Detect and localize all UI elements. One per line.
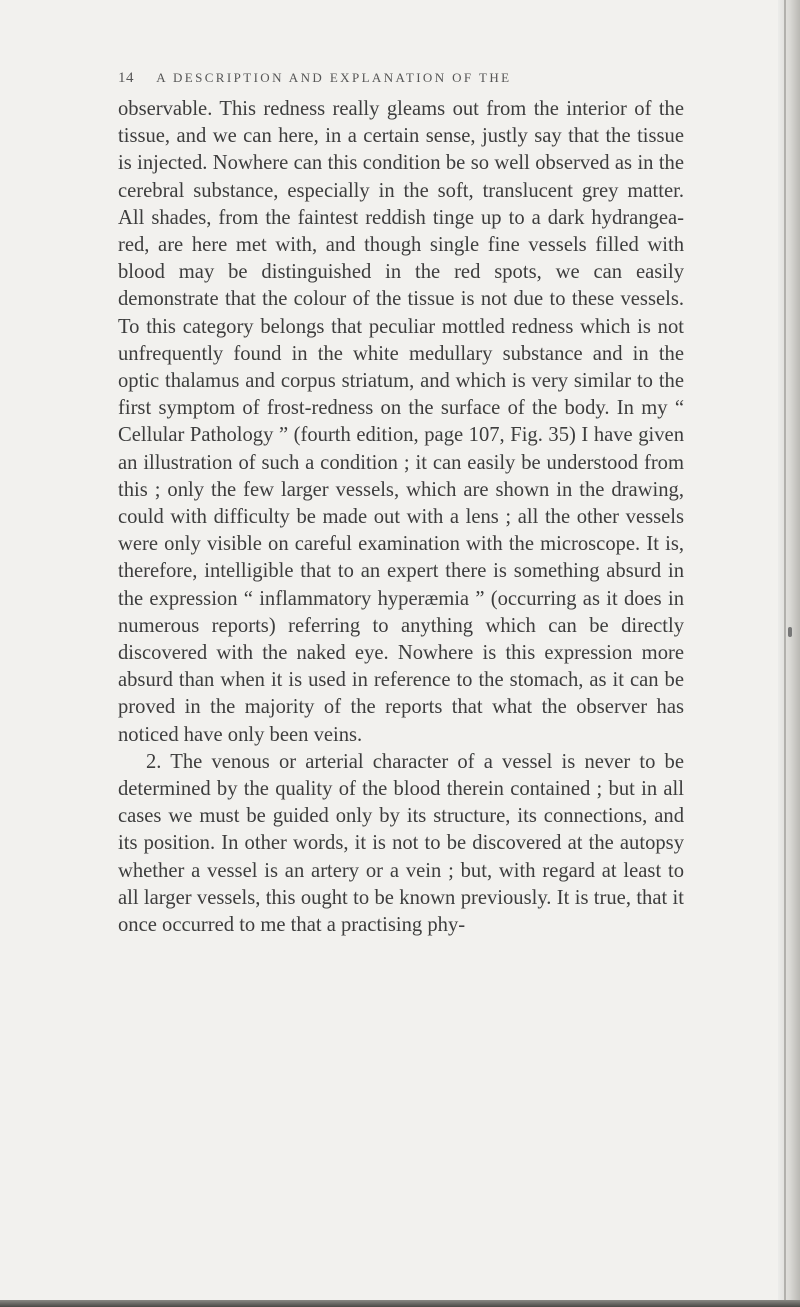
running-head (118, 70, 718, 87)
page-number: 14 (118, 70, 134, 86)
paragraph-2: 2. The venous or arterial character of a vessel is never to be determined by the quality of the blood therein contained ; but in all cases we must be guided only by its structure, its connections, and its position. In other words, it is not to be discovered at the autopsy whether a vessel is an artery or a vein ; but, with regard at least to all larger vessels, this ought to be known previously. It is true, that it once occurred to me that a practising phy- (118, 750, 684, 937)
paragraph-continued: observable. This redness really gleams out from the interior of the tissue, and we can here, in a certain sense, justly say that the tissue is injected. Nowhere can this condition be so well observed as in the cerebral substance, especially in the soft, translucent grey matter. All shades, from the faintest reddish tinge up to a dark hydrangea-red, are here met with, and though single fine vessels filled with blood may be distinguished in the red spots, we can easily demonstrate that the colour of the tissue is not due to these vessels. To this category belongs that peculiar mottled redness which is not unfrequently found in the white medullary substance and in the optic thalamus and corpus striatum, and which is very similar to the first symptom of frost-redness on the surface of the body. In my “ Cellular Pathology ” (fourth edition, page 107, Fig. 35) I have given an illustration of such a condition ; it can easily be understood from this ; only the few larger vessels, which are shown in the drawing, could with difficulty be made out with a lens ; all the other vessels were only visible on careful examination with the microscope. It is, therefore, intelligible that to an expert there is something absurd in the expression “ inflammatory hyperæmia ” (occurring as it does in numerous reports) referring to anything which can be directly discovered with the naked eye. Nowhere is this expression more absurd than when it is used in reference to the stomach, as it can be proved in the majority of the reports that what the observer has noticed have only been veins. (118, 98, 684, 746)
page-bottom-edge (0, 1300, 800, 1307)
body-text (118, 96, 684, 939)
page-binding-edge (778, 0, 800, 1307)
page-edge-mark (788, 627, 792, 637)
running-head-title: A DESCRIPTION AND EXPLANATION OF THE (156, 70, 512, 85)
page-binding-line (784, 0, 786, 1307)
